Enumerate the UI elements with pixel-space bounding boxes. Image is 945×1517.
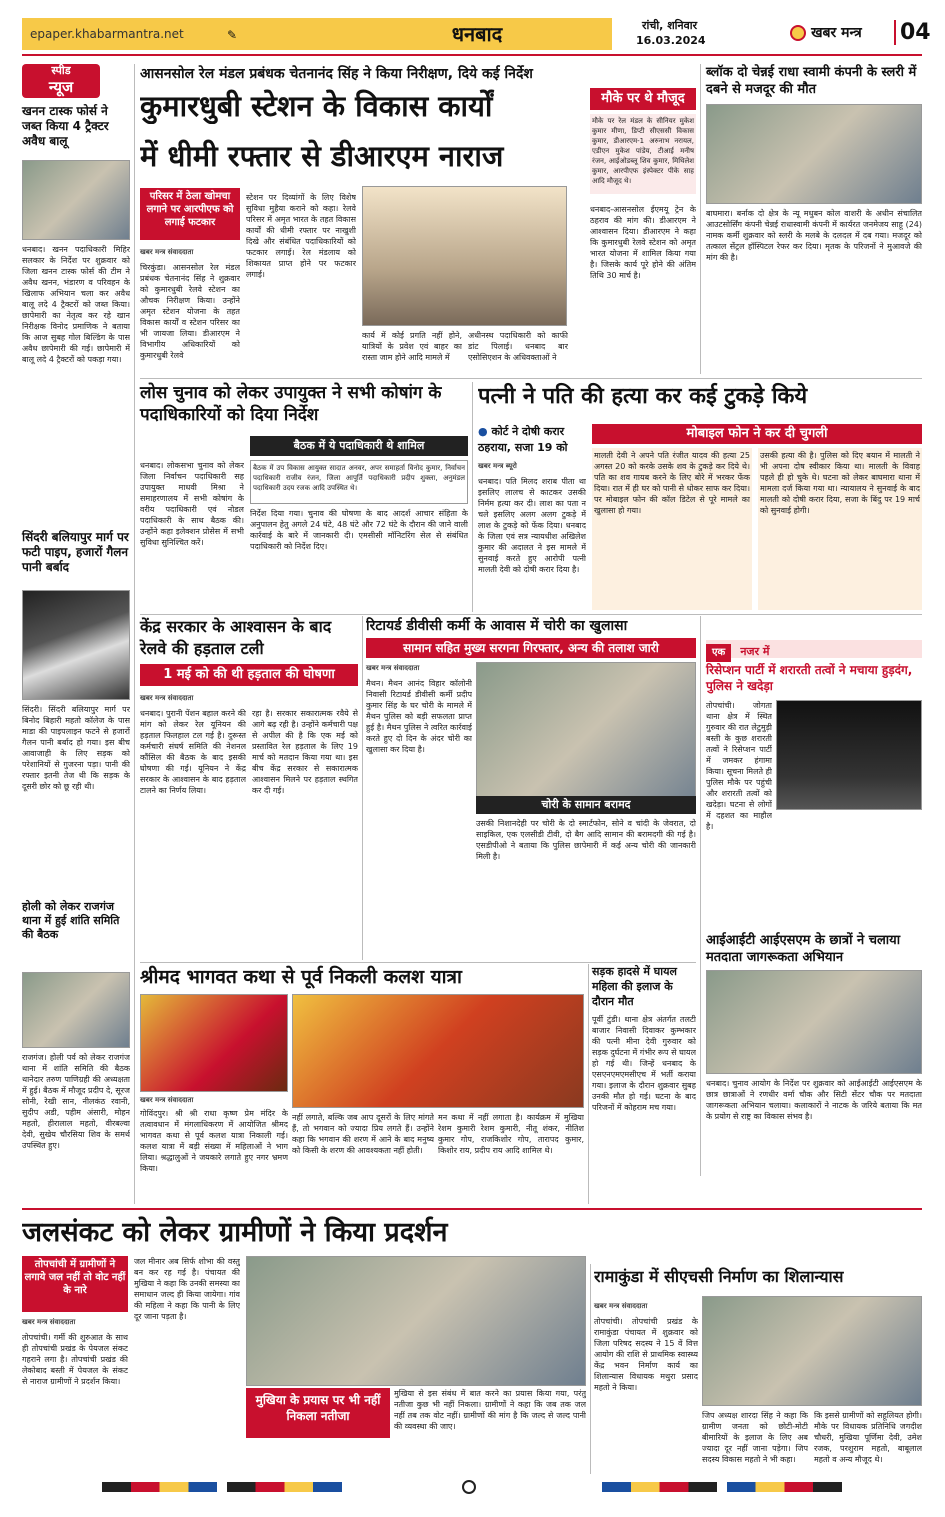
brand-logo-icon xyxy=(790,25,806,41)
blast-body: बाघमारा। बर्नाक दो क्षेत्र के न्यू मधुबन कोल वाशरी के अधीन संचालित आउटसोर्सिंग कंपनी चेन्नई राधास्वामी कंपनी में कार्यरत जनमेजय साहू (24) नामक कर्मी शुक्रवार को स्लरी के मलबे के दलदल में दब गया। मजदूर को तत्काल सेंट्रल हॉस्पिटल रेफर कर दिया। मृतक के परिजनों ने मुआवजे की मांग की है। xyxy=(706,209,922,262)
lead-col3: कार्य में कोई प्रगति नहीं होने, यात्रियों के प्रवेश एवं बाहर का रास्ता जाम होने आदि मामले में xyxy=(362,331,462,362)
speed-news-label-bottom: न्यूज xyxy=(48,78,74,96)
iit-campaign-photo xyxy=(706,970,922,1074)
murder-byline: खबर मन्त्र ब्यूरो xyxy=(478,462,517,470)
lead-byline: खबर मन्त्र संवाददाता xyxy=(140,248,194,256)
strike-headline: केंद्र सरकार के आश्वासन के बाद रेलवे की हड़ताल टली xyxy=(140,617,332,658)
theft-photo-caption: चोरी के सामान बरामद xyxy=(476,796,696,814)
murder-col1: धनबाद। पति मिलद शराब पीता था इसलिए लालच से काटकर उसकी निर्मम हत्या कर दी। लाश का पता न चले इसलिए अलग अलग टुकड़े में लाश के टुकड़े को फेंक दिया। धनबाद के जिला एवं सत्र न्यायधीश अखिलेश कुमार की अदालत ने इस मामले में सुनवाई करते हुए आरोपी पत्नी मालती देवी को दोषी करार दिया है। xyxy=(478,477,586,574)
murder-red-bar: मोबाइल फोन ने कर दी चुगली xyxy=(592,424,922,444)
chc-byline: खबर मन्त्र संवाददाता xyxy=(594,1302,648,1310)
speed-news-badge xyxy=(22,64,100,98)
murder-col3: उसकी हत्या की है। पुलिस को दिए बयान में मालती ने भी अपना दोष स्वीकार किया था। मालती के विवाह पहले ही हो चुके थे। घटना को लेकर बाघमारा थाना में मामला दर्ज किया गया था। न्यायालय ने सुनवाई के बाद मालती को दोषी करार दिया, सजा के बिंदु पर 19 मार्च को सुनवाई होगी। xyxy=(758,448,922,610)
water-byline: खबर मन्त्र संवाददाता xyxy=(22,1318,76,1326)
tractor-photo xyxy=(22,160,130,240)
chc-col3: कि इससे ग्रामीणों को सहूलियत होगी। मौके पर विधायक प्रतिनिधि जगदीश चौधरी, मुखिया पूर्णिमा देवी, उमेश रजक, परशुराम महतो, बाबूलाल महतो व अन्य मौजूद थे। xyxy=(814,1411,922,1464)
strike-byline: खबर मन्त्र संवाददाता xyxy=(140,694,194,702)
lead-col4: अधीनस्थ पदाधिकारी को काफी डांट पिलाई। धनबाद बार एसोसिएशन के अधिवक्ताओं ने xyxy=(468,331,568,362)
drm-inspection-photo xyxy=(362,186,567,326)
theft-headline: रिटायर्ड डीवीसी कर्मी के आवास में चोरी का खुलासा xyxy=(366,618,628,634)
blast-headline: ब्लॉक दो चेन्नई राधा स्वामी कंपनी के स्लरी में दबने से मजदूर की मौत xyxy=(706,65,917,97)
place-day: रांची, शनिवार xyxy=(642,19,698,32)
kalash-col2: नहीं लगाते, बल्कि जब आप दूसरों के लिए मांगते हैं, तो भगवान को ज्यादा प्रिय लगते हैं। उन्होंने कहा कि भगवान की शरण में आने के बाद मनुष्य को किसी के शरण की आवश्यकता नहीं होती। xyxy=(292,1113,434,1155)
chc-col2: जिप अध्यक्ष शारदा सिंह ने कहा कि ग्रामीण जनता को छोटी-मोटी बीमारियों के इलाज के लिए अब ज्यादा दूर नहीं जाना पड़ेगा। जिप सदस्य विकास महतो ने भी कहा। xyxy=(702,1411,808,1464)
lead-headline-1: कुमारधुबी स्टेशन के विकास कार्यों xyxy=(140,89,493,123)
speed-item3-headline: होली को लेकर राजगंज थाना में हुई शांति समिति की बैठक xyxy=(22,900,120,941)
site-url[interactable]: epaper.khabarmantra.net xyxy=(30,27,184,41)
water-col1: तोपचांची। गर्मी की शुरुआत के साथ ही तोपचांची प्रखंड के पेयजल संकट गहराने लगा है। तोपचांची प्रखंड की लेकोबाद बस्ती में पेयजल के संकट से नाराज ग्रामीणों ने प्रदर्शन किया। xyxy=(22,1333,128,1386)
chc-col1: तोपचांची। तोपचांची प्रखंड के रामाकुंडा पंचायत में शुक्रवार को जिला परिषद सदस्य ने 15 वें वित्त आयोग की राशि से प्राथमिक स्वास्थ्य केंद्र भवन निर्माण कार्य का शिलान्यास विधायक मथुरा प्रसाद महतो ने किया। xyxy=(594,1317,698,1392)
kalash-photo-right xyxy=(292,994,584,1108)
bullet-icon: ● xyxy=(478,425,488,438)
murder-headline: पत्नी ने पति की हत्या कर कई टुकड़े किये xyxy=(478,384,808,409)
strike-col2: रहा है। सरकार सकारात्मक रवैये से आगे बढ़ रही है। उन्होंने कर्मचारी पक्ष से अपील की है कि एक मई को प्रस्तावित रेल हड़ताल के लिए 19 मार्च को मतदान किया गया था। इस बीच केंद्र सरकार से सकारात्मक आश्वासन मिलने पर हड़ताल स्थगित कर दी गई। xyxy=(252,709,358,795)
kalash-col1: गोविंदपुर। श्री श्री राधा कृष्ण प्रेम मंदिर के तत्वावधान में मंगलाधिकरण में आयोजित श्रीमद भागवत कथा से पूर्व कलश यात्रा निकाली गई। कलश यात्रा में बड़ी संख्या में महिलाओं ने भाग लिया। श्रद्धालुओं ने जयकारे लगाते हुए नगर भ्रमण किया। xyxy=(140,1109,288,1173)
cursor-icon: ✎ xyxy=(227,28,238,42)
speed-item2-body: सिंदरी। सिंदरी बलियापुर मार्ग पर बिनोद बिहारी महतो कॉलेज के पास माडा की पाइपलाइन फटने से हजारों गैलन पानी बर्बाद हो गया। इस बीच आवाजाही के लिए सड़क को परेशानियों से गुजरना पड़ा। पानी की रफ्तार इतनी तेज थी कि सड़क के दूसरी छोर को छू रही थी। xyxy=(22,705,130,791)
lead-kicker: आसनसोल रेल मंडल प्रबंधक चेतनानंद सिंह ने किया निरीक्षण, दिये कई निर्देश xyxy=(140,66,533,82)
strike-col1: धनबाद। पुरानी पेंशन बहाल करने की मांग को लेकर रेल यूनियन की हड़ताल फिलहाल टल गई है। दुरूस्त कर्मचारी संघर्ष समिति की नेशनल कौंसिल की बैठक के बाद इसकी घोषणा की गई। यूनियन ने केंद्र सरकार के आश्वासन के बाद हड़ताल टालने का निर्णय लिया। xyxy=(140,709,246,795)
speed-news-label-top: स्पीड xyxy=(51,64,71,77)
election-side-body: बैठक में उप विकास आयुक्त सादात अनवर, अपर समाहर्ता विनोद कुमार, निर्वाचन पदाधिकारी राजीव रंजन, जिला आपूर्ति पदाधिकारी प्रदीप शुक्ला, अनुमंडल पदाधिकारी उदय रजक आदि उपस्थित थे। xyxy=(250,460,468,504)
theft-col2: उसकी निशानदेही पर चोरी के दो स्मार्टफोन, सोने व चांदी के जेवरात, दो साइकिल, एक एलसीडी टीवी, दो बैग आदि सामान की बरामदगी की गई है। एसडीपीओ ने बताया कि पुलिस छापेमारी में कई अन्य चोरी की जानकारी मिली है। xyxy=(476,819,696,861)
blast-photo xyxy=(706,104,922,204)
murder-sub1 xyxy=(478,424,588,439)
strike-red-bar: 1 मई को की थी हड़ताल की घोषणा xyxy=(140,664,358,686)
water-col3: मुखिया से इस संबंध में बात करने का प्रयास किया गया, परंतु नतीजा कुछ भी नहीं निकला। ग्रामीणों ने कहा कि जब तक जल नहीं तब तक वोट नहीं। ग्रामीणों की मांग है कि जल्द से जल्द पानी की व्यवस्था की जाए। xyxy=(394,1389,586,1431)
speed-item1-body: धनबाद। खनन पदाधिकारी मिहिर सलकार के निर्देश पर शुक्रवार को जिला खनन टास्क फोर्स की टीम ने अवैध खनन, भंडारण व परिवहन के खिलाफ अभियान चला कर अवैध बालू लदे 4 ट्रैक्टरों को जब्त किया। छापेमारी का नेतृत्व कर रहे खान निरीक्षक विनोद प्रमाणिक ने बताया कि आज सुबह गोल बिल्डिंग के पास अवैध छापेमारी की गई। छापेमारी में बालू लदे 4 ट्रैक्टरों को पकड़ा गया। xyxy=(22,245,130,364)
page-number: 04 xyxy=(894,20,931,45)
chc-photo xyxy=(702,1296,922,1406)
brand-name: खबर मन्त्र xyxy=(811,25,862,41)
water-red-box: तोपचांची में ग्रामीणों ने लगाये जल नहीं तो वोट नहीं के नारे xyxy=(22,1256,128,1312)
water-protest-photo xyxy=(246,1256,586,1386)
issue-date: 16.03.2024 xyxy=(636,34,706,47)
nazar-label-b: नजर में xyxy=(740,645,770,658)
section-title: धनबाद xyxy=(402,18,552,50)
nazar-label xyxy=(706,640,922,658)
pipe-burst-photo xyxy=(22,590,130,700)
lead-col5: धनबाद-आसनसोल ईएमयू ट्रेन के ठहराव की मांग की। डीआरएम ने आश्वासन दिया। डीआरएम ने कहा कि कुमारधुबी रेलवे स्टेशन को अमृत भारत योजना में शामिल किया गया है। जिसके कार्य पूरे होने की अंतिम तिथि 30 मार्च है। xyxy=(590,205,696,280)
speed-item3-body: राजगंज। होली पर्व को लेकर राजगंज थाना में शांति समिति की बैठक थानेदार तरुण पाणिग्रही की अध्यक्षता में हुई। बैठक में मौजूद प्रदीप दे, सूरज सोनी, रेखी सान, नीलकंठ रवानी, सुदीप अडी, पहीम अंसारी, मोहन महतो, हीरालाल महतो, वीरबल्वा देवी, सुखेय चौरसिया शिव के समर्थ उपस्थित हुए। xyxy=(22,1053,130,1150)
murder-sub1-text: कोर्ट ने दोषी करार xyxy=(491,425,565,438)
reception-photo xyxy=(776,700,922,810)
murder-sub2: ठहराया, सजा 19 को xyxy=(478,441,568,454)
election-side-head: बैठक में ये पदाधिकारी थे शामिल xyxy=(250,436,468,456)
chc-headline: रामाकुंडा में सीएचसी निर्माण का शिलान्यास xyxy=(594,1267,844,1286)
nazar-item1-body: तोपचांची। जोगता थाना क्षेत्र में स्थित गुरुवार की रात लेटुमुड़ी बस्ती के कुछ शरारती तत्वों ने रिसेप्शन पार्टी में जमकर हंगामा किया। सूचना मिलते ही पुलिस मौके पर पहुंची और शरारती तत्वों को खदेड़ा। घटना से लोगों में दहशत का माहौल है। xyxy=(706,701,772,831)
election-headline: लोस चुनाव को लेकर उपायुक्त ने सभी कोषांग के पदाधिकारियों को दिया निर्देश xyxy=(140,383,442,425)
election-col2: निर्देश दिया गया। चुनाव की घोषणा के बाद आदर्श आचार संहिता के अनुपालन हेतु अगले 24 घंटे, 48 घंटे और 72 घंटे के दौरान की जाने वाली कार्रवाई के बारे में जानकारी दी। एमसीसी मॉनिटरिंग सेल से संबंधित पदाधिकारी को निर्देश दिए। xyxy=(250,509,468,551)
spot-body: मौके पर रेल मंडल के सीनियर मुकेश कुमार मीणा, डिप्टी सीएससी विकास कुमार, डीआरएम-1 अरुनाभ नरायल, एडीएन मुकेश पांडेय, टीआई मनीष रंजन, आईओडब्लू शिव कुमार, मिथिलेश कुमार, आरपीएफ इंस्पेक्टर पीके साह आदि मौजूद थे। xyxy=(590,114,696,194)
color-swatches-left xyxy=(102,1482,342,1492)
accident-body: पूर्वी टुंडी। थाना क्षेत्र अंतर्गत तलटी बाजार निवासी दिवाकर कुम्भकार की पत्नी मीना देवी गुरुवार को सड़क दुर्घटना में गंभीर रूप से घायल हो गई थी। जिन्हें धनबाद के एसएनएमएमसीएच में भर्ती कराया गया। इलाज के दौरान शुक्रवार सुबह उनकी मौत हो गई। घटना के बाद परिजनों में कोहराम मच गया। xyxy=(592,1015,696,1112)
theft-red-bar: सामान सहित मुख्य सरगना गिरफ्तार, अन्य की तलाश जारी xyxy=(366,638,696,658)
water-col2: जल मीनार अब सिर्फ शोभा की वस्तु बन कर रह गई है। पंचायत की मुखिया ने कहा कि उनकी समस्या का समाधान जल्द ही किया जायेगा। गांव की महिला ने कहा कि पानी के लिए दूर जाना पड़ता है। xyxy=(134,1257,240,1321)
speed-item1-headline: खनन टास्क फोर्स ने जब्त किया 4 ट्रैक्टर अवैध बालू xyxy=(22,104,109,148)
recovered-goods-photo xyxy=(476,662,696,812)
kalash-byline: खबर मन्त्र संवाददाता xyxy=(140,1096,194,1104)
lead-headline-2: में धीमी रफ्तार से डीआरएम नाराज xyxy=(140,139,504,173)
kalash-col3: मन कथा में नहीं लगाता है। कार्यक्रम में मुखिया रेशम कुमारी रेशम कुमारी, नीतू शंकर, नीतिश कुमार गोप, राजकिशोर गोप, तारापद कुमार, किशोर राय, प्रदीप राय आदि शामिल थे। xyxy=(438,1113,584,1155)
lead-red-box: परिसर में ठेला खोमचा लगाने पर आरपीएफ को लगाई फटकार xyxy=(140,188,240,240)
murder-col2: मालती देवी ने अपने पति रंजीत यादव की हत्या 25 अगस्त 20 को करके उसके शव के टुकड़े कर दिये थे। पति का शव गायब करने के लिए बोरे में भरकर फेंक दिया। रात में ही घर को पानी से धोकर साफ कर दिया। पर मोबाइल फोन की कॉल डिटेल से पूरे मामले का खुलासा हो गया। xyxy=(592,448,752,610)
kalash-headline: श्रीमद भागवत कथा से पूर्व निकली कलश यात्रा xyxy=(140,966,462,988)
nazar-item2-body: धनबाद। चुनाव आयोग के निर्देश पर शुक्रवार को आईआईटी आईएसएम के छात्र छात्राओं ने रणधीर वर्मा चौक और सिटी सेंटर चौक पर मतदाता जागरूकता अभियान चलाया। कलाकारों ने नाटक के जरिये बताया कि मत के प्रयोग से राष्ट्र का विकास संभव है। xyxy=(706,1079,922,1121)
spot-headline: मौके पर थे मौजूद xyxy=(590,88,696,110)
theft-col1: मैथन। मैथन आनंद विहार कॉलोनी निवासी रिटायर्ड डीवीसी कर्मी प्रदीप कुमार सिंह के घर चोरी के मामले में मैथन पुलिस को बड़ी सफलता प्राप्त हुई है। मैथन पुलिस ने त्वरित कार्रवाई करते हुए दो दिन के अंदर चोरी का खुलासा कर दिया है। xyxy=(366,679,472,754)
lead-col1: चिरकुंडा। आसनसोल रेल मंडल प्रबंधक चेतनानंद सिंह ने शुक्रवार को कुमारधुबी रेलवे स्टेशन का औचक निरीक्षण किया। उन्होंने अमृत स्टेशन योजना के तहत विकास कार्यों व स्टेशन परिसर का भी जायजा लिया। डीआरएम ने विभागीय अधिकारियों को कुमारधुबी रेलवे xyxy=(140,263,240,360)
accident-headline: सड़क हादसे में घायल महिला की इलाज के दौरान मौत xyxy=(592,965,677,1008)
nazar-item1-headline: रिसेप्शन पार्टी में शरारती तत्वों ने मचाया हुड़दंग, पुलिस ने खदेड़ा xyxy=(706,663,913,693)
masthead xyxy=(22,12,931,56)
water-headline: जलसंकट को लेकर ग्रामीणों ने किया प्रदर्शन xyxy=(22,1217,448,1248)
color-swatches-right xyxy=(602,1482,842,1492)
nazar-item2-headline: आईआईटी आईएसएम के छात्रों ने चलाया मतदाता जागरूकता अभियान xyxy=(706,933,901,965)
peace-meeting-photo xyxy=(22,972,130,1048)
speed-item2-headline: सिंदरी बलियापुर मार्ग पर फटी पाइप, हजारों गैलन पानी बर्बाद xyxy=(22,530,129,574)
lead-col2: स्टेशन पर दिव्यांगों के लिए विशेष सुविधा मुहैया कराने को कहा। रेलवे परिसर में अमृत भारत के तहत विकास कार्यों की धीमी रफ्तार पर नाखुशी दिखे और संबंधित पदाधिकारियों को फटकार लगाई। रेल मंडलाय को शिकायत प्राप्त होने पर फटकार लगाई। xyxy=(246,193,356,279)
theft-byline: खबर मन्त्र संवाददाता xyxy=(366,664,420,672)
print-register-bar xyxy=(22,1480,922,1494)
election-col1: धनबाद। लोकसभा चुनाव को लेकर जिला निर्वाचन पदाधिकारी सह उपायुक्त माधवी मिश्रा ने समाहरणालय में सभी कोषांग के वरीय पदाधिकारी एवं नोडल पदाधिकारी के साथ बैठक की। उन्होंने कहा इलेक्शन प्रोसेस में सभी सुविधा सुनिश्चित करें। xyxy=(140,461,244,547)
kalash-photo-left xyxy=(140,994,288,1092)
register-mark-icon xyxy=(462,1480,476,1494)
water-mid-box: मुखिया के प्रयास पर भी नहीं निकला नतीजा xyxy=(246,1388,390,1438)
brand-logo xyxy=(790,22,890,48)
nazar-label-a: एक xyxy=(706,644,731,662)
